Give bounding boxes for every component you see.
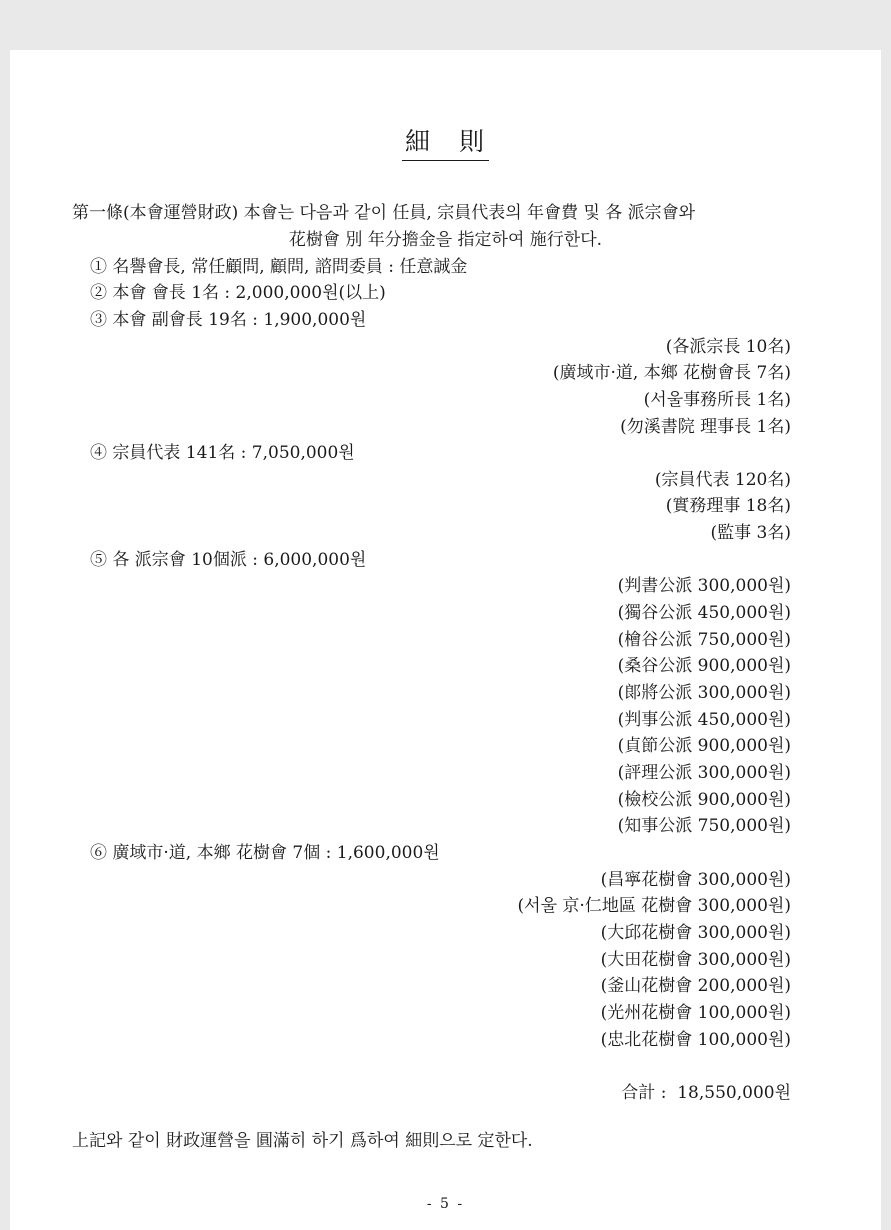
item-1: ① 名譽會長, 常任顧問, 顧問, 諮問委員 : 任意誠金 xyxy=(90,257,468,277)
page-title: 細 則 xyxy=(10,122,881,161)
item-5: ⑤ 各 派宗會 10個派 : 6,000,000원 xyxy=(90,550,367,570)
closing-text: 上記와 같이 財政運營을 圓滿히 하기 爲하여 細則으로 定한다. xyxy=(72,1131,533,1151)
item-4-detail: (監事 3名) xyxy=(710,523,791,543)
page-number: - 5 - xyxy=(426,1196,465,1212)
item-6-detail: (光州花樹會 100,000원) xyxy=(600,1003,791,1023)
item-5-detail: (桑谷公派 900,000원) xyxy=(617,656,791,676)
item-3-detail: (勿溪書院 理事長 1名) xyxy=(620,417,791,437)
item-5-detail: (郞將公派 300,000원) xyxy=(617,683,791,703)
document-page xyxy=(10,50,881,1230)
item-5-detail: (知事公派 750,000원) xyxy=(617,816,791,836)
article-text-line-1: 第一條(本會運營財政) 本會는 다음과 같이 任員, 宗員代表의 年會費 및 各 派宗會와 xyxy=(72,203,696,223)
item-4: ④ 宗員代表 141名 : 7,050,000원 xyxy=(90,443,355,463)
item-6-detail: (서울 京·仁地區 花樹會 300,000원) xyxy=(517,896,791,916)
item-4-detail: (實務理事 18名) xyxy=(665,496,791,516)
item-5-detail: (評理公派 300,000원) xyxy=(617,763,791,783)
item-6-detail: (釜山花樹會 200,000원) xyxy=(600,976,791,996)
item-3-detail: (各派宗長 10名) xyxy=(665,337,791,357)
item-5-detail: (判事公派 450,000원) xyxy=(617,710,791,730)
item-6-detail: (大田花樹會 300,000원) xyxy=(600,950,791,970)
item-6-detail: (忠北花樹會 100,000원) xyxy=(600,1030,791,1050)
item-3-detail: (서울事務所長 1名) xyxy=(643,390,791,410)
item-4-detail: (宗員代表 120名) xyxy=(654,470,791,490)
item-5-detail: (判書公派 300,000원) xyxy=(617,576,791,596)
item-2: ② 本會 會長 1名 : 2,000,000원(以上) xyxy=(90,283,386,303)
item-5-detail: (檢校公派 900,000원) xyxy=(617,790,791,810)
item-3: ③ 本會 副會長 19名 : 1,900,000원 xyxy=(90,310,367,330)
item-6-detail: (昌寧花樹會 300,000원) xyxy=(600,870,791,890)
total-amount: 合計 : 18,550,000원 xyxy=(621,1083,791,1103)
article-text-line-2: 花樹會 別 年分擔金을 指定하여 施行한다. xyxy=(288,230,603,250)
item-6-detail: (大邱花樹會 300,000원) xyxy=(600,923,791,943)
item-6: ⑥ 廣域市·道, 本鄉 花樹會 7個 : 1,600,000원 xyxy=(90,843,440,863)
item-5-detail: (檜谷公派 750,000원) xyxy=(617,630,791,650)
item-5-detail: (貞節公派 900,000원) xyxy=(617,736,791,756)
item-3-detail: (廣域市·道, 本鄉 花樹會長 7名) xyxy=(552,363,791,383)
item-5-detail: (獨谷公派 450,000원) xyxy=(617,603,791,623)
